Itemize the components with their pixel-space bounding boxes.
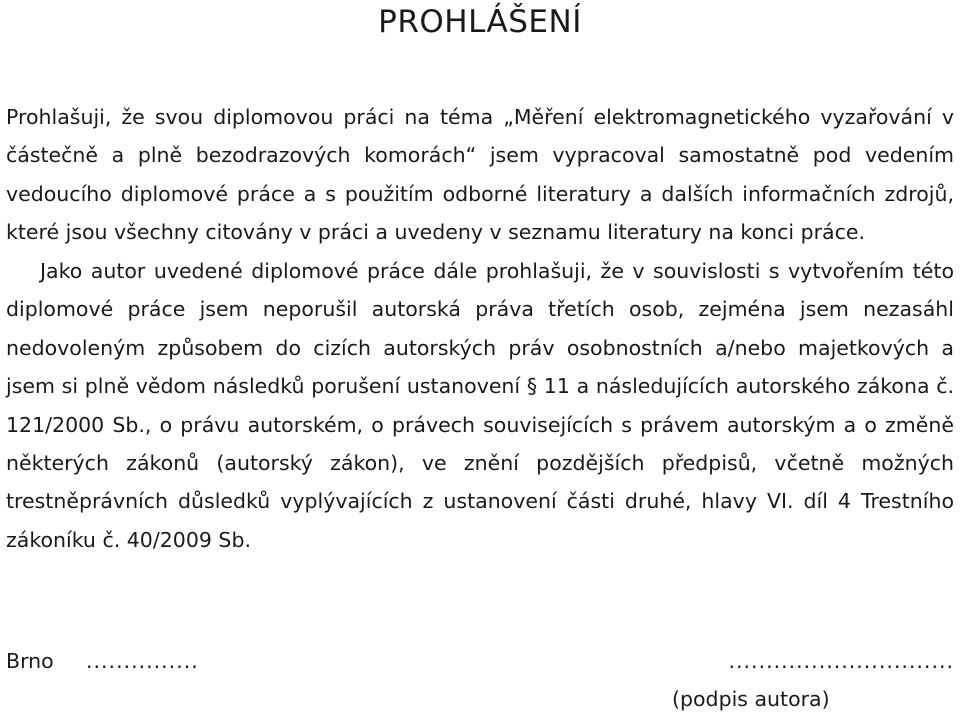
signature-line: .............................. [728, 649, 954, 673]
signature-caption: (podpis autora) [672, 687, 830, 711]
city-label: Brno [6, 649, 54, 673]
declaration-paragraph-2: Jako autor uvedené diplomové práce dále prohlašuji, že v souvislosti s vytvořením této diplomové práce jsem neporušil autorská práva třetích osob, zejména jsem nezasáhl nedovoleným způsobem do cizích autorských práv osobnostních a/nebo majetkových a jsem si plně vědom následků porušení ustanovení § 11 a následujících autorského zákona č. 121/2000 Sb., o právu autorském, o právech souvisejících s právem autorským a o změně některých zákonů (autorský zákon), ve znění pozdějších předpisů, včetně možných trestněprávních důsledků vyplývajících z ustanovení části druhé, hlavy VI. díl 4 Trestního zákoníku č. 40/2009 Sb. [6, 259, 954, 552]
date-placeholder: ............... [86, 649, 199, 673]
page-title: PROHLÁŠENÍ [378, 4, 582, 40]
declaration-paragraph-1: Prohlašuji, že svou diplomovou práci na téma „Měření elektromagnetického vyzařování v částečně a plně bezodrazových komorách“ jsem vypracoval samostatně pod vedením vedoucího diplomové práce a s použitím odborné literatury a dalších informačních zdrojů, které jsou všechny citovány v práci a uvedeny v seznamu literatury na konci práce. [6, 105, 954, 245]
